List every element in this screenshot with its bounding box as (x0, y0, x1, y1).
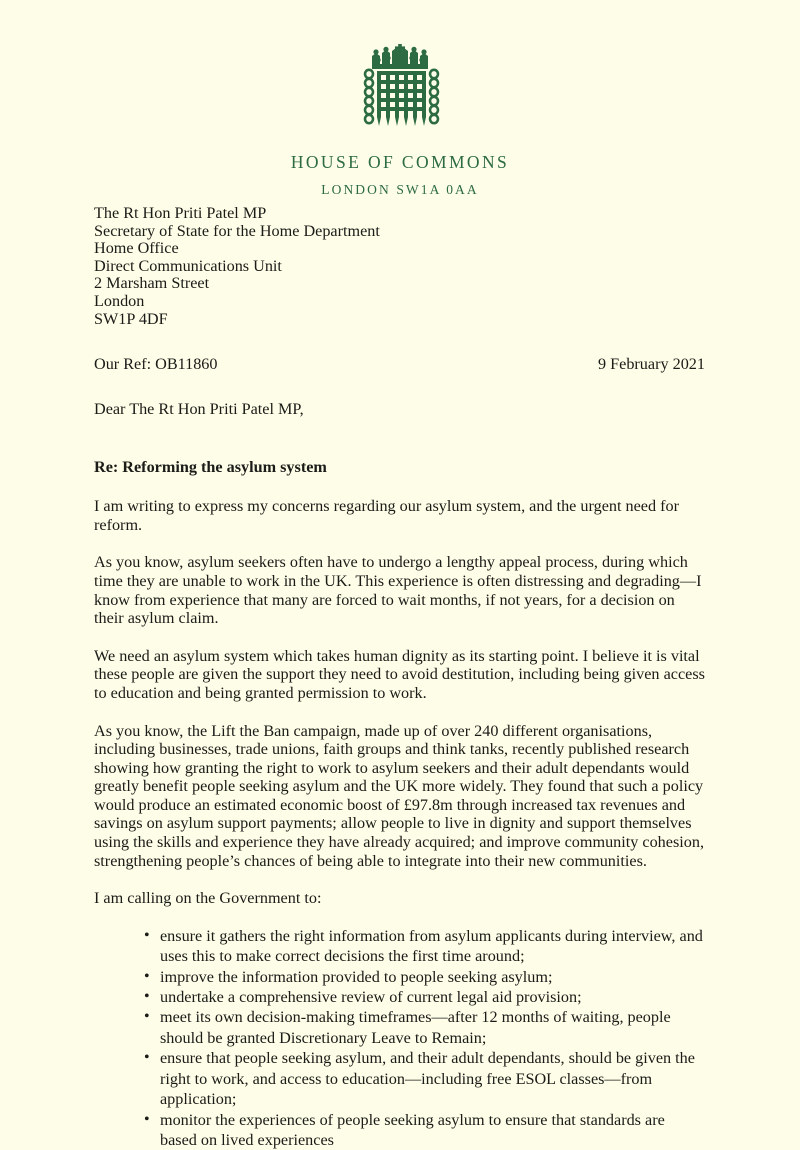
portcullis-crowned-icon (352, 44, 448, 136)
recipient-line: London (94, 293, 705, 311)
body-paragraph: As you know, asylum seekers often have to undergo a lengthy appeal process, during which time they are unable to work in the UK. This experience is often distressing and degrading—I know from experience that many are forced to wait months, if not years, for a decision on their asylum claim. (94, 553, 705, 627)
letter-content (94, 205, 705, 1150)
subject-line: Re: Reforming the asylum system (94, 458, 705, 476)
organisation-name: HOUSE OF COMMONS (0, 152, 800, 173)
body-paragraph: I am writing to express my concerns regarding our asylum system, and the urgent need for reform. (94, 497, 705, 534)
list-item: • undertake a comprehensive review of current legal aid provision; (144, 987, 705, 1007)
list-item: • improve the information provided to people seeking asylum; (144, 967, 705, 987)
letterhead (0, 0, 800, 198)
body-paragraph: As you know, the Lift the Ban campaign, made up of over 240 different organisations, including businesses, trade unions, faith groups and think tanks, recently published research showing how granting the right to work to asylum seekers and their adult dependants would greatly benefit people seeking asylum and the UK more widely. They found that such a policy would produce an estimated economic boost of £97.8m through increased tax revenues and savings on asylum support payments; allow people to live in dignity and support themselves using the skills and experience they have already acquired; and improve community cohesion, strengthening people’s chances of being able to integrate into their new communities. (94, 722, 705, 871)
list-item: • meet its own decision-making timeframes—after 12 months of waiting, people should be granted Discretionary Leave to Remain; (144, 1007, 705, 1048)
demands-list (94, 926, 705, 1150)
recipient-line: 2 Marsham Street (94, 275, 705, 293)
recipient-line: Secretary of State for the Home Department (94, 223, 705, 241)
recipient-line: Direct Communications Unit (94, 258, 705, 276)
recipient-line: The Rt Hon Priti Patel MP (94, 205, 705, 223)
recipient-line: SW1P 4DF (94, 311, 705, 329)
salutation: Dear The Rt Hon Priti Patel MP, (94, 400, 705, 418)
list-item: • ensure that people seeking asylum, and their adult dependants, should be given the right to work, and access to education—including free ESOL classes—from application; (144, 1048, 705, 1109)
reference-row (94, 355, 705, 373)
list-item: • monitor the experiences of people seeking asylum to ensure that standards are based on lived experiences (144, 1110, 705, 1150)
list-item: • ensure it gathers the right information from asylum applicants during interview, and uses this to make correct decisions the first time around; (144, 926, 705, 967)
recipient-address-block (94, 205, 705, 328)
call-to-action-lead-in: I am calling on the Government to: (94, 889, 705, 908)
our-reference: Our Ref: OB11860 (94, 355, 218, 373)
letter-date: 9 February 2021 (598, 355, 705, 373)
organisation-address: LONDON SW1A 0AA (0, 182, 800, 198)
body-paragraph: We need an asylum system which takes human dignity as its starting point. I believe it is vital these people are given the support they need to avoid destitution, including being given access to education and being granted permission to work. (94, 647, 705, 703)
recipient-line: Home Office (94, 240, 705, 258)
